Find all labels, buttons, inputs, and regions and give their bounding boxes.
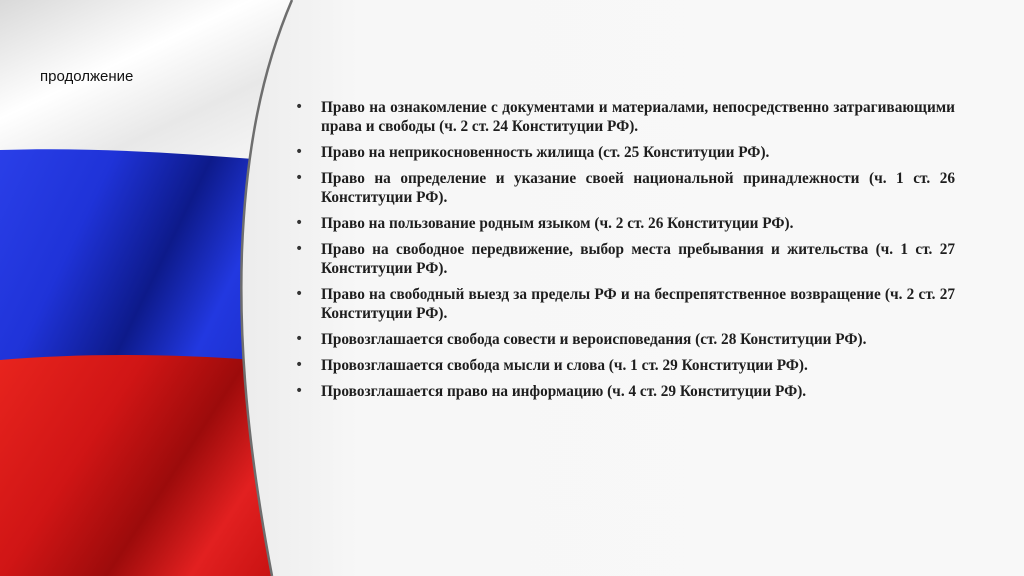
list-item [295,330,955,349]
bullet-icon: • [295,241,304,257]
list-item [295,143,955,162]
list-item [295,285,955,323]
bullet-icon: • [295,170,304,186]
bullet-icon: • [295,144,304,160]
list-item-text: Право на свободный выезд за пределы РФ и на беспрепятственное возвращение (ч. 2 ст. 27 Конституции РФ). [321,286,955,322]
bullet-icon: • [295,99,304,115]
list-item [295,356,955,375]
list-item [295,169,955,207]
bullet-icon: • [295,357,304,373]
list-item-text: Провозглашается право на информацию (ч. 4 ст. 29 Конституции РФ). [321,383,807,400]
list-item-text: Провозглашается свобода совести и вероисповедания (ст. 28 Конституции РФ). [321,331,867,348]
list-item-text: Провозглашается свобода мысли и слова (ч. 1 ст. 29 Конституции РФ). [321,357,808,374]
bullet-list [295,98,955,401]
list-item-text: Право на определение и указание своей национальной принадлежности (ч. 1 ст. 26 Конституции РФ). [321,170,955,206]
list-item [295,214,955,233]
bullet-icon: • [295,331,304,347]
list-item [295,240,955,278]
slide-title: продолжение [40,68,134,85]
list-item-text: Право на ознакомление с документами и материалами, непосредственно затрагивающими права и свободы (ч. 2 ст. 24 Конституции РФ). [321,99,955,135]
list-item-text: Право на свободное передвижение, выбор места пребывания и жительства (ч. 1 ст. 27 Конституции РФ). [321,241,955,277]
list-item [295,382,955,401]
bullet-icon: • [295,383,304,399]
list-item-text: Право на пользование родным языком (ч. 2 ст. 26 Конституции РФ). [321,215,794,232]
list-item-text: Право на неприкосновенность жилища (ст. 25 Конституции РФ). [321,144,770,161]
bullet-icon: • [295,215,304,231]
list-item [295,98,955,136]
bullet-icon: • [295,286,304,302]
content-area [295,98,955,408]
